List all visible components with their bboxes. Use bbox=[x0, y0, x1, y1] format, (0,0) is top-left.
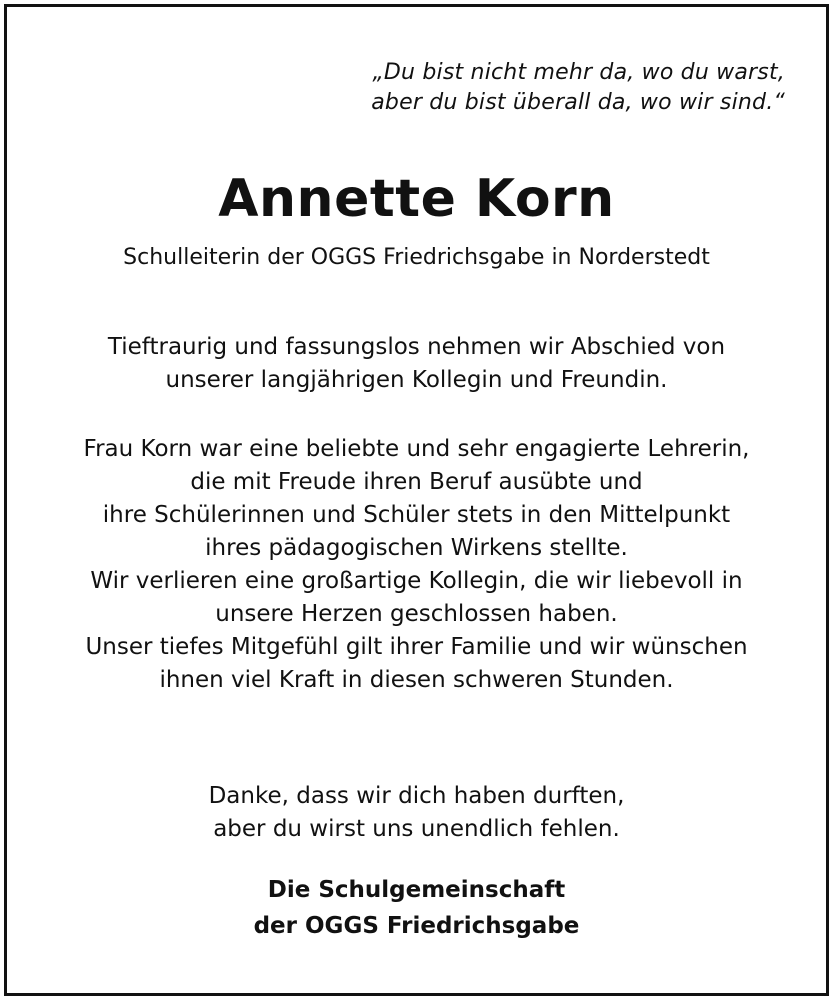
text-line: Tieftraurig und fassungslos nehmen wir Abschied von bbox=[107, 334, 726, 360]
quote-line: aber du bist überall da, wo wir sind.“ bbox=[371, 90, 785, 115]
text-line: Danke, dass wir dich haben durften, bbox=[208, 783, 625, 809]
memorial-quote bbox=[371, 58, 785, 118]
text-line: ihres pädagogischen Wirkens stellte. bbox=[205, 535, 628, 561]
deceased-name: Annette Korn bbox=[218, 169, 615, 229]
deceased-role: Schulleiterin der OGGS Friedrichsgabe in Norderstedt bbox=[123, 245, 710, 270]
text-line: Frau Korn war eine beliebte und sehr engagierte Lehrerin, bbox=[83, 436, 750, 462]
signature-block bbox=[0, 872, 833, 944]
text-line: die mit Freude ihren Beruf ausübte und bbox=[190, 469, 643, 495]
text-line: Wir verlieren eine großartige Kollegin, die wir liebevoll in bbox=[90, 568, 743, 594]
text-line: aber du wirst uns unendlich fehlen. bbox=[213, 816, 620, 842]
text-line: unsere Herzen geschlossen haben. bbox=[215, 601, 618, 627]
farewell-paragraph bbox=[0, 331, 833, 397]
quote-line: „Du bist nicht mehr da, wo du warst, bbox=[372, 60, 785, 85]
signature-line: Die Schulgemeinschaft bbox=[267, 877, 566, 903]
text-line: ihnen viel Kraft in diesen schweren Stunden. bbox=[159, 667, 674, 693]
thanks-paragraph bbox=[0, 780, 833, 846]
signature-line: der OGGS Friedrichsgabe bbox=[253, 913, 580, 939]
text-line: unserer langjährigen Kollegin und Freundin. bbox=[165, 367, 668, 393]
text-line: Unser tiefes Mitgefühl gilt ihrer Familie und wir wünschen bbox=[85, 634, 748, 660]
text-line: ihre Schülerinnen und Schüler stets in den Mittelpunkt bbox=[102, 502, 731, 528]
tribute-paragraph bbox=[0, 433, 833, 697]
